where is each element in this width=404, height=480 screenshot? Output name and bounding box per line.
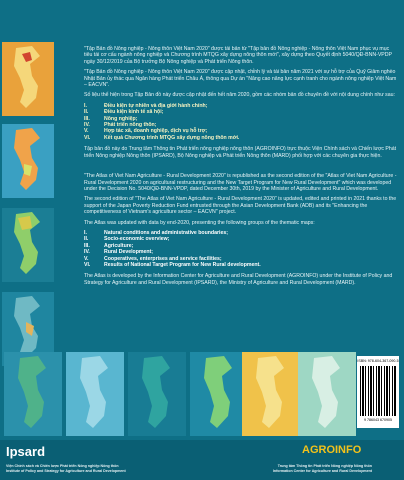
map-thumbnail bbox=[2, 124, 54, 198]
barcode-digits: 9 786043 670905 bbox=[364, 418, 392, 422]
agroinfo-name: Trung tâm Thông tin Phát triển Nông nghiệp Nông thôn Information Center for Agriculture and Rural Development bbox=[272, 464, 372, 473]
paragraph-vi-2: "Tập Bản đồ Nông nghiệp - Nông thôn Việt Nam 2020" được cập nhật, chỉnh lý và tái bản năm 2021 với sự hỗ trợ của Quỹ Giảm nghèo Nhật Bản ủy thác qua Ngân hàng Phát triển Châu Á, thông qua Dự án "Nâng cao năng lực cạnh tranh cho ngành nông nghiệp Việt Nam – EACVN". bbox=[84, 69, 397, 89]
footer bbox=[0, 440, 404, 480]
paragraph-vi-1: "Tập Bản đồ Nông nghiệp - Nông thôn Việt Nam 2020" được tái bản từ "Tập bản đồ Nông nghiệp - Nông thôn Việt Nam phục vụ mục tiêu tái cơ cấu ngành nông nghiệp và Chương trình MTQG xây dựng nông thôn mới", xây dựng theo Quyết định 5040/QĐ-BNN-VPDP ngày 30/12/2019 của Bộ trưởng Bộ Nông nghiệp và Phát triển Nông thôn. bbox=[84, 46, 392, 65]
ipsard-name: Viện Chính sách và Chiến lược Phát triển Nông nghiệp Nông thôn Institute of Policy and Strategy for Agriculture and Rural Development bbox=[6, 464, 126, 473]
map-thumbnail bbox=[128, 352, 186, 436]
closing-vi: Tập bản đồ này do Trung tâm Thông tin Phát triển nông nghiệp nông thôn (AGROINFO) trực thuộc Viện Chính sách và Chiến lược Phát triển Nông nghiệp Nông thôn (IPSARD), Bộ Nông nghiệp và Phát triển Nông thôn (MARD) phối hợp với các chuyên gia thực hiện. bbox=[84, 146, 397, 159]
map-thumbnail bbox=[66, 352, 124, 436]
map-thumbnail bbox=[298, 352, 356, 436]
map-thumbnail bbox=[2, 208, 54, 282]
list-item: VI. Results of National Target Program for New Rural development. bbox=[84, 261, 261, 268]
list-item: II. Điều kiện kinh tế xã hội; bbox=[84, 109, 164, 116]
bottom-map-strip bbox=[0, 352, 404, 438]
map-thumbnail bbox=[190, 352, 248, 436]
list-item: V. Hợp tác xã, doanh nghiệp, dịch vụ hỗ trợ; bbox=[84, 128, 208, 135]
map-groups-list-vi bbox=[84, 103, 398, 141]
paragraph-en-1: "The Atlas of Viet Nam Agriculture - Rural Development 2020" is republished as the second edition of the "Atlas of Viet Nam Agriculture - Rural Development 2020 on agricultural restructuring and the New Target Program for New Rural Development" which was developed under the Decision No. 5040/QĐ-BNN-VPDP, dated December 30th, 2019 by the Minister of Agriculture and Rural Development. bbox=[84, 173, 397, 192]
barcode-bars bbox=[360, 366, 396, 416]
paragraph-vi-3: Số liệu thể hiện trong Tập Bản đồ này được cập nhật đến hết năm 2020, gồm các nhóm bản đồ chuyên đề với nội dung chính như sau: bbox=[84, 92, 395, 99]
list-item: IV. Phát triển nông thôn; bbox=[84, 122, 157, 129]
barcode bbox=[357, 356, 399, 428]
map-thumbnail bbox=[242, 352, 300, 436]
list-item: III. Nông nghiệp; bbox=[84, 115, 138, 122]
map-thumbnail bbox=[4, 352, 62, 436]
list-item: II. Socio-economic overview; bbox=[84, 236, 170, 243]
isbn-text: ISBN: 978-604-367-090-5 bbox=[357, 359, 399, 363]
paragraph-en-3: The Atlas was updated with data by end-2020, presenting the following groups of the thematic maps: bbox=[84, 219, 315, 226]
paragraph-en-2: The second edition of "The Atlas of Viet Nam Agriculture - Rural Development 2020" is updated, edited and printed in 2021 thanks to the support of the Japan Poverty Reduction Fund entrusted through the Asian Development Bank (ADB) and its "Enhancing the competitiveness of Vietnam's agriculture sector – EACVN" project. bbox=[84, 196, 397, 216]
list-item: VI. Kết quả Chương trình MTQG xây dựng nông thôn mới. bbox=[84, 134, 240, 141]
text-content bbox=[84, 46, 398, 290]
closing-en: The Atlas is developed by the Information Center for Agriculture and Rural Development (AGROINFO) under the Institute of Policy and Strategy for Agriculture and Rural Development (IPSARD), the Ministry of Agriculture and Rural Development (MARD). bbox=[84, 273, 393, 286]
agroinfo-logo: AGROINFO bbox=[302, 444, 362, 456]
map-groups-list-en bbox=[84, 230, 398, 268]
list-item: I. Điều kiện tự nhiên và địa giới hành chính; bbox=[84, 102, 208, 109]
map-thumbnail bbox=[2, 42, 54, 116]
list-item: I. Natural conditions and administrative boundaries; bbox=[84, 229, 228, 236]
list-item: IV. Rural Development; bbox=[84, 249, 154, 256]
list-item: V. Cooperatives, enterprises and service facilities; bbox=[84, 255, 222, 262]
list-item: III. Agriculture; bbox=[84, 242, 134, 249]
ipsard-logo: Ipsard bbox=[6, 444, 46, 459]
